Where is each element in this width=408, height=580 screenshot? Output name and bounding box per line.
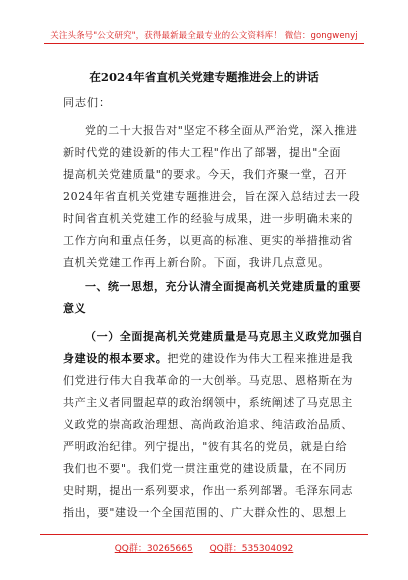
paragraph-line: 史时期，提出一系列要求，作出一系列部署。毛泽东同志: [63, 484, 353, 497]
paragraph-line: 我们也不要"。我们党一贯注重党的建设质量，在不同历: [63, 462, 348, 475]
paragraph-line: 2024年省直机关党建专题推进会，旨在深入总结过去一段: [63, 190, 361, 203]
subsection-heading-line: 身建设的根本要求。: [63, 352, 168, 365]
paragraph-line: 党的二十大报告对"坚定不移全面从严治党，深入推进: [85, 124, 358, 137]
salutation: 同志们：: [63, 96, 111, 109]
paragraph-line: 共产主义者同盟起草的政治纲领中，系统阐述了马克思主: [63, 396, 353, 409]
paragraph-line: 直机关党建工作再上新台阶。下面，我讲几点意见。: [63, 256, 330, 269]
qq-group-link-2[interactable]: QQ群：535304092: [209, 544, 294, 554]
paragraph-line: 把党的建设作为伟大工程来推进是我: [167, 352, 354, 365]
paragraph-line: 时间省直机关党建工作的经验与成果，进一步明确未来的: [63, 212, 353, 225]
footer-divider: [40, 534, 368, 535]
paragraph-line: 严明政治纪律。列宁提出，"彼有其名的党员，就是白给: [63, 440, 348, 453]
paragraph-1: [63, 120, 361, 274]
paragraph-line: 指出，要"建设一个全国范围的、广大群众性的、思想上: [63, 506, 348, 519]
heading-line: 一、统一思想，充分认清全面提高机关党建质量的重要: [85, 280, 361, 293]
paragraph-line: 们党进行伟大自我革命的一大创举。马克思、恩格斯在为: [63, 374, 353, 387]
paragraph-line: 提高机关党建质量"的要求。今天，我们齐聚一堂，召开: [63, 168, 348, 181]
header-divider: [44, 43, 364, 44]
heading-line: 意义: [63, 302, 86, 315]
document-title: 在2024年省直机关党建专题推进会上的讲话: [89, 70, 319, 84]
qq-group-link-1[interactable]: QQ群：30265665: [114, 544, 193, 554]
paragraph-line: 义政党的崇高政治理想、高尚政治追求、纯洁政治品质、: [63, 418, 353, 431]
paragraph-line: 工作方向和重点任务，以更高的标准、更实的举措推动省: [63, 234, 353, 247]
promo-banner: 关注头条号"公文研究"，获得最新最全最专业的公文资料库！ 微信：gongwenyj: [50, 31, 358, 41]
paragraph-line: 新时代党的建设新的伟大工程"作出了部署，提出"全面: [63, 146, 342, 159]
subsection-heading-line: （一）全面提高机关党建质量是马克思主义政党加强自: [85, 330, 364, 343]
footer-contacts: [0, 541, 408, 554]
section-heading-1: [63, 276, 361, 320]
subsection-1: [63, 326, 364, 524]
